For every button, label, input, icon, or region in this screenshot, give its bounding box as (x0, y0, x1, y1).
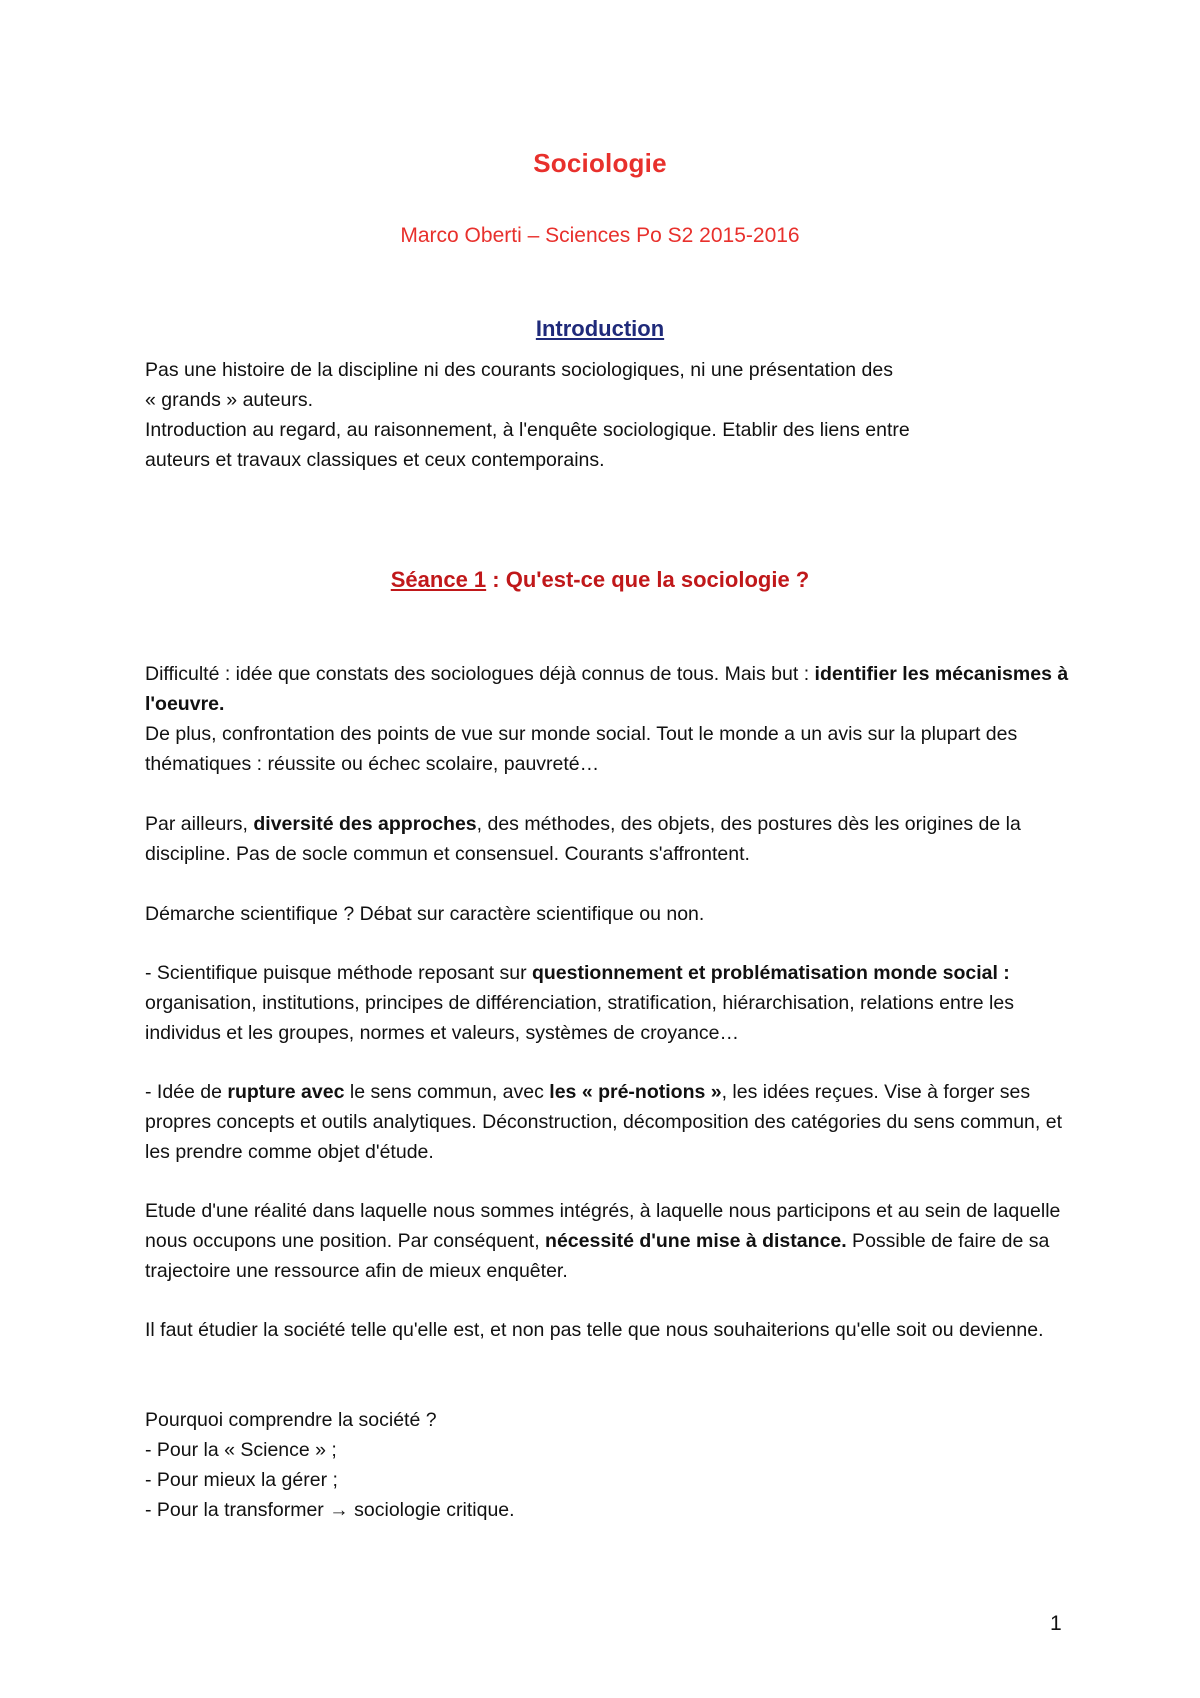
list-item: Pourquoi comprendre la société ? (145, 1409, 437, 1431)
list-item: - Pour la transformer → sociologie critique. (145, 1499, 515, 1521)
text-run: De plus, confrontation des points de vue sur monde social. Tout le monde a un avis sur la plupart des thématiques : réussite ou échec scolaire, pauvreté… (145, 723, 1018, 775)
text-run: organisation, institutions, principes de différenciation, stratification, hiérarchisation, relations entre les individus et les groupes, normes et valeurs, systèmes de croyance… (145, 992, 1014, 1044)
text-run: Par ailleurs, (145, 813, 254, 835)
intro-paragraph (145, 355, 1075, 475)
text-run: - Scientifique puisque méthode reposant sur (145, 962, 532, 984)
bold-run: diversité des approches (253, 813, 477, 835)
list-item: - Pour mieux la gérer ; (145, 1469, 338, 1491)
page-number: 1 (1050, 1612, 1062, 1635)
paragraph-diversite (145, 809, 1075, 869)
text-run: Etude d'une réalité dans laquelle nous sommes intégrés, à laquelle nous participons et au sein de laquelle nous occupons une position. Par conséquent, (145, 1200, 1061, 1252)
text-run: Démarche scientifique ? Débat sur caractère scientifique ou non. (145, 903, 705, 925)
list-item: - Pour la « Science » ; (145, 1439, 337, 1461)
text-run: , les idées reçues. Vise à forger ses propres concepts et outils analytiques. Déconstruction, décomposition des catégories du sens commun, et les prendre comme objet d'étude. (145, 1081, 1062, 1163)
intro-line: auteurs et travaux classiques et ceux contemporains. (145, 449, 605, 471)
text-run: , des méthodes, des objets, des postures dès les origines de la discipline. Pas de socle commun et consensuel. Courants s'affrontent. (145, 813, 1021, 865)
document-subtitle: Marco Oberti – Sciences Po S2 2015-2016 (400, 224, 800, 247)
intro-line: « grands » auteurs. (145, 389, 314, 411)
intro-line: Introduction au regard, au raisonnement, à l'enquête sociologique. Etablir des liens entre (145, 419, 910, 441)
seance-heading (0, 567, 1200, 593)
bold-run: rupture avec (227, 1081, 345, 1103)
bold-run: nécessité d'une mise à distance. (545, 1230, 847, 1252)
list-pourquoi (145, 1405, 1075, 1525)
text-run: - Idée de (145, 1081, 228, 1103)
seance-label: Séance 1 (390, 567, 487, 592)
seance-title: : Qu'est-ce que la sociologie ? (486, 567, 810, 592)
paragraph-distance (145, 1196, 1075, 1286)
intro-line: Pas une histoire de la discipline ni des courants sociologiques, ni une présentation des (145, 359, 893, 381)
text-run: le sens commun, avec (344, 1081, 550, 1103)
text-run: Possible de faire de sa trajectoire une ressource afin de mieux enquêter. (145, 1230, 1050, 1282)
paragraph-scientifique (145, 958, 1075, 1048)
document-title: Sociologie (533, 148, 667, 178)
text-run: Difficulté : idée que constats des sociologues déjà connus de tous. Mais but : (145, 663, 815, 685)
bold-run: les « pré-notions » (549, 1081, 722, 1103)
bold-run: identifier les mécanismes à l'oeuvre. (145, 663, 1069, 715)
paragraph-rupture (145, 1077, 1075, 1167)
paragraph-demarche (145, 899, 1075, 929)
bold-run: questionnement et problématisation monde social : (531, 962, 1010, 984)
intro-heading: Introduction (535, 316, 665, 341)
paragraph-difficulte (145, 659, 1075, 779)
text-run: Il faut étudier la société telle qu'elle est, et non pas telle que nous souhaiterions qu'elle soit ou devienne. (145, 1319, 1044, 1341)
paragraph-societe (145, 1315, 1075, 1345)
